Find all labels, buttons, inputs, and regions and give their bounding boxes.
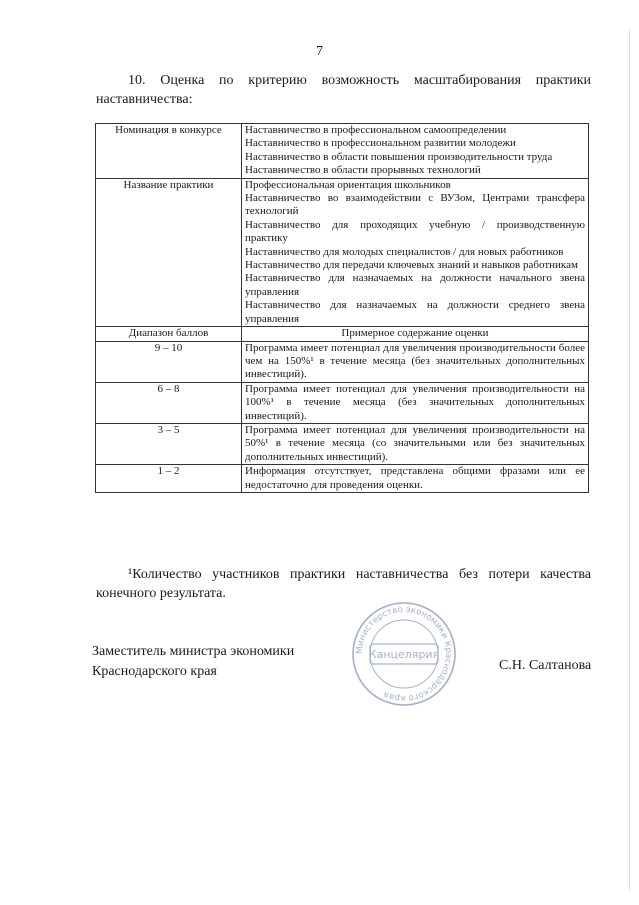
practice-list — [242, 178, 589, 326]
page-edge-line — [629, 30, 630, 890]
table-row — [96, 341, 589, 382]
list-item: Наставничество для назначаемых на должности начального звена управления — [245, 272, 585, 298]
section-heading: 10. Оценка по критерию возможность масштабирования практики наставничества: — [96, 73, 591, 107]
score-range: 6 – 8 — [96, 382, 242, 423]
practice-label: Название практики — [96, 178, 242, 326]
table-row — [96, 124, 589, 179]
footnote: ¹Количество участников практики наставничества без потери качества конечного результата. — [96, 567, 591, 601]
stamp-center-text: Канцелярия — [368, 648, 440, 661]
list-item: Наставничество для молодых специалистов / для новых работников — [245, 245, 564, 258]
score-description: Программа имеет потенциал для увеличения производительности на 100%¹ в течение месяца (без значительных дополнительных инвестиций). — [242, 382, 589, 423]
signatory-title-line: Краснодарского края — [92, 664, 217, 679]
signatory-name: С.Н. Салтанова — [499, 658, 592, 673]
list-item: Наставничество в области повышения производительности труда — [245, 150, 553, 163]
table-row — [96, 382, 589, 423]
score-description: Программа имеет потенциал для увеличения производительности более чем на 150%¹ в течение месяца (без значительных дополнительных инвестиций). — [242, 341, 589, 382]
signatory-title — [92, 642, 294, 682]
stamp-ring-text: Министерство экономики Краснодарского края — [354, 604, 454, 704]
list-item: Наставничество для назначаемых на должности среднего звена управления — [245, 299, 585, 325]
list-item: Наставничество в профессиональном самоопределении — [245, 124, 507, 136]
list-item: Наставничество во взаимодействии с ВУЗом, Центрами трансфера технологий — [245, 192, 585, 218]
score-description: Программа имеет потенциал для увеличения производительности на 50%¹ в течение месяца (со значительными или без значительных дополнительных инвестиций). — [242, 423, 589, 464]
score-range-header: Диапазон баллов — [96, 327, 242, 341]
nomination-label: Номинация в конкурсе — [96, 124, 242, 179]
score-description: Информация отсутствует, представлена общими фразами или ее недостаточно для проведения оценки. — [242, 465, 589, 493]
score-range: 1 – 2 — [96, 465, 242, 493]
signatory-title-line: Заместитель министра экономики — [92, 644, 295, 659]
list-item: Наставничество в области прорывных технологий — [245, 164, 481, 177]
office-stamp — [350, 600, 458, 708]
criteria-table — [95, 123, 589, 493]
table-row — [96, 178, 589, 326]
table-row — [96, 465, 589, 493]
list-item: Наставничество в профессиональном развитии молодежи — [245, 137, 516, 150]
page-number: 7 — [316, 44, 323, 59]
score-range: 3 – 5 — [96, 423, 242, 464]
list-item: Наставничество для проходящих учебную / производственную практику — [245, 218, 585, 245]
table-header-row — [96, 327, 589, 341]
nomination-list — [242, 124, 589, 179]
list-item: Профессиональная ориентация школьников — [245, 178, 451, 191]
table-row — [96, 423, 589, 464]
list-item: Наставничество для передачи ключевых знаний и навыков работникам — [245, 259, 578, 272]
score-range: 9 – 10 — [96, 341, 242, 382]
score-content-header: Примерное содержание оценки — [242, 327, 589, 341]
